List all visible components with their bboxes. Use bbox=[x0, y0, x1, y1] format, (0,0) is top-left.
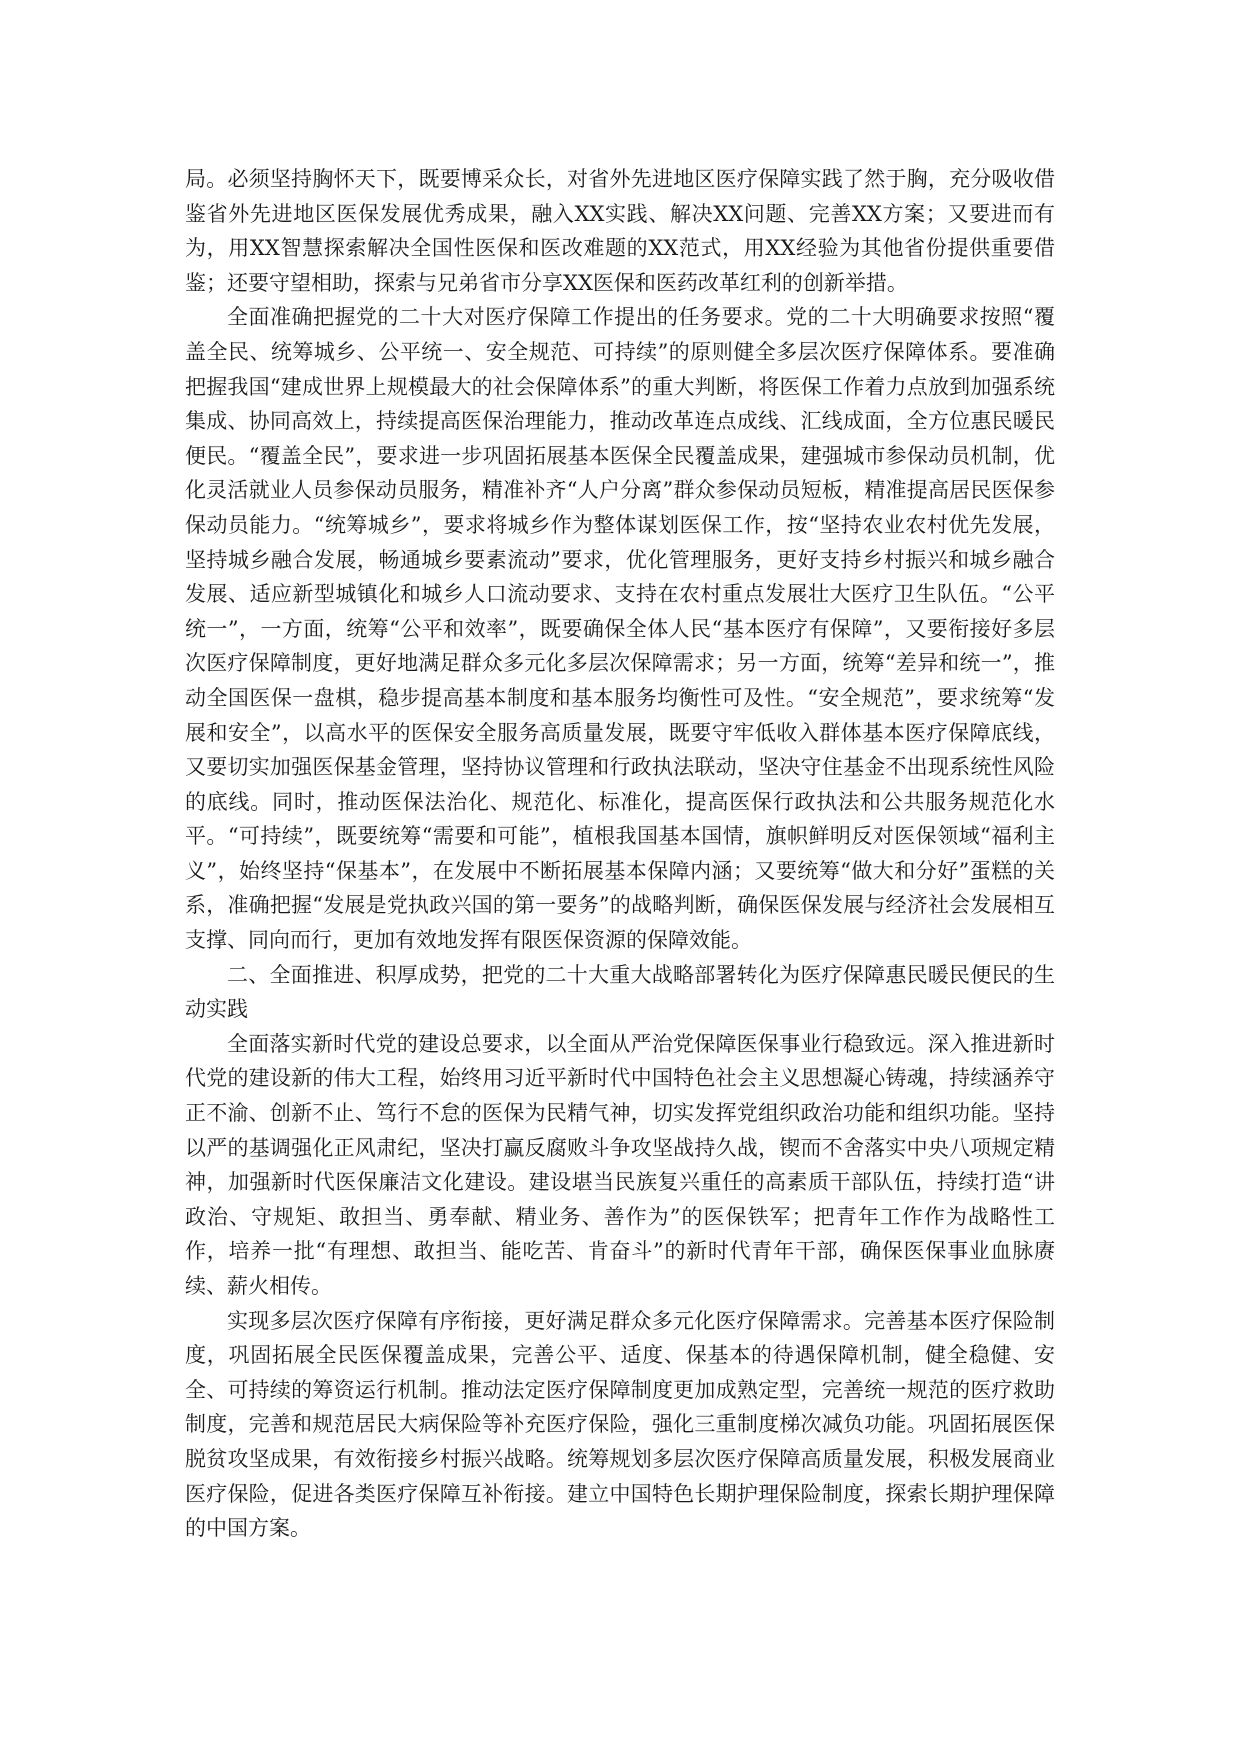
document-body bbox=[185, 162, 1055, 1546]
section-heading-two: 二、全面推进、积厚成势，把党的二十大重大战略部署转化为医疗保障惠民暖民便民的生动实践 bbox=[185, 962, 1055, 1022]
paragraph-task-requirements: 全面准确把握党的二十大对医疗保障工作提出的任务要求。党的二十大明确要求按照“覆盖全民、统筹城乡、公平统一、安全规范、可持续”的原则健全多层次医疗保障体系。要准确把握我国“建成世界上规模最大的社会保障体系”的重大判断，将医保工作着力点放到加强系统集成、协同高效上，持续提高医保治理能力，推动改革连点成线、汇线成面，全方位惠民暖民便民。“覆盖全民”，要求进一步巩固拓展基本医保全民覆盖成果，建强城市参保动员机制，优化灵活就业人员参保动员服务，精准补齐“人户分离”群众参保动员短板，精准提高居民医保参保动员能力。“统筹城乡”，要求将城乡作为整体谋划医保工作，按“坚持农业农村优先发展，坚持城乡融合发展，畅通城乡要素流动”要求，优化管理服务，更好支持乡村振兴和城乡融合发展、适应新型城镇化和城乡人口流动要求、支持在农村重点发展壮大医疗卫生队伍。“公平统一”，一方面，统筹“公平和效率”，既要确保全体人民“基本医疗有保障”，又要衔接好多层次医疗保障制度，更好地满足群众多元化多层次保障需求；另一方面，统筹“差异和统一”，推动全国医保一盘棋，稳步提高基本制度和基本服务均衡性可及性。“安全规范”，要求统筹“发展和安全”，以高水平的医保安全服务高质量发展，既要守牢低收入群体基本医疗保障底线，又要切实加强医保基金管理，坚持协议管理和行政执法联动，坚决守住基金不出现系统性风险的底线。同时，推动医保法治化、规范化、标准化，提高医保行政执法和公共服务规范化水平。“可持续”，既要统筹“需要和可能”，植根我国基本国情，旗帜鲜明反对医保领域“福利主义”，始终坚持“保基本”，在发展中不断拓展基本保障内涵；又要统筹“做大和分好”蛋糕的关系，准确把握“发展是党执政兴国的第一要务”的战略判断，确保医保发展与经济社会发展相互支撑、同向而行，更加有效地发挥有限医保资源的保障效能。 bbox=[185, 305, 1055, 953]
paragraph-party-building: 全面落实新时代党的建设总要求，以全面从严治党保障医保事业行稳致远。深入推进新时代党的建设新的伟大工程，始终用习近平新时代中国特色社会主义思想凝心铸魂，持续涵养守正不渝、创新不止、笃行不怠的医保为民精气神，切实发挥党组织政治功能和组织功能。坚持以严的基调强化正风肃纪，坚决打赢反腐败斗争攻坚战持久战，锲而不舍落实中央八项规定精神，加强新时代医保廉洁文化建设。建设堪当民族复兴重任的高素质干部队伍，持续打造“讲政治、守规矩、敢担当、勇奉献、精业务、善作为”的医保铁军；把青年工作作为战略性工作，培养一批“有理想、敢担当、能吃苦、肯奋斗”的新时代青年干部，确保医保事业血脉赓续、薪火相传。 bbox=[185, 1031, 1055, 1298]
paragraph-continuation: 局。必须坚持胸怀天下，既要博采众长，对省外先进地区医疗保障实践了然于胸，充分吸收借鉴省外先进地区医保发展优秀成果，融入XX实践、解决XX问题、完善XX方案；又要进而有为，用XX智慧探索解决全国性医保和医改难题的XX范式，用XX经验为其他省份提供重要借鉴；还要守望相助，探索与兄弟省市分享XX医保和医药改革红利的创新举措。 bbox=[185, 167, 1055, 295]
paragraph-multilevel-security: 实现多层次医疗保障有序衔接，更好满足群众多元化医疗保障需求。完善基本医疗保险制度，巩固拓展全民医保覆盖成果，完善公平、适度、保基本的待遇保障机制，健全稳健、安全、可持续的筹资运行机制。推动法定医疗保障制度更加成熟定型，完善统一规范的医疗救助制度，完善和规范居民大病保险等补充医疗保险，强化三重制度梯次减负功能。巩固拓展医保脱贫攻坚成果，有效衔接乡村振兴战略。统筹规划多层次医疗保障高质量发展，积极发展商业医疗保险，促进各类医疗保障互补衔接。建立中国特色长期护理保险制度，探索长期护理保障的中国方案。 bbox=[185, 1308, 1055, 1541]
